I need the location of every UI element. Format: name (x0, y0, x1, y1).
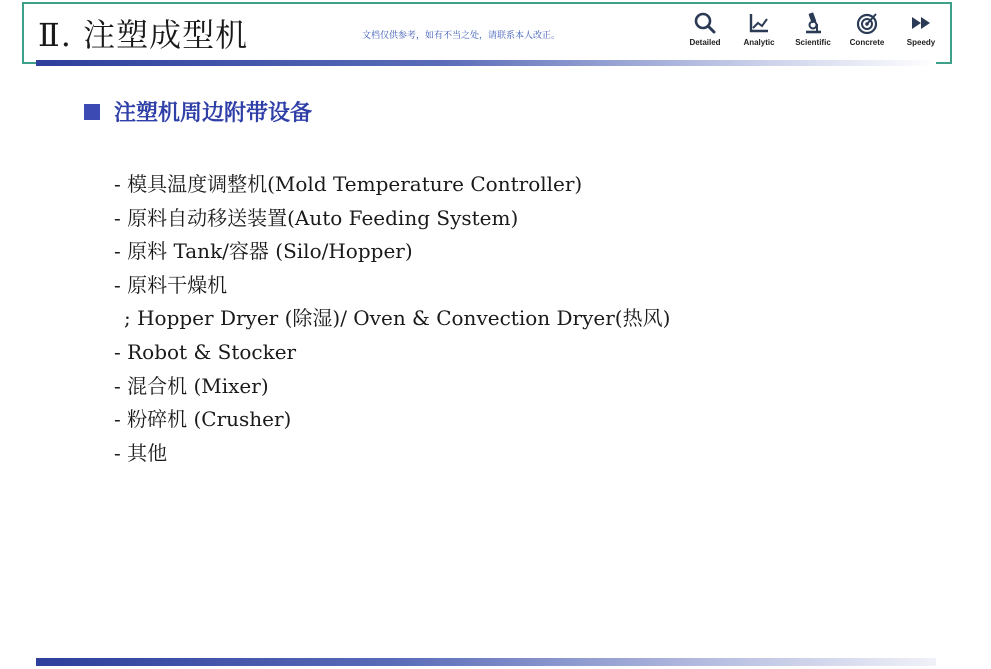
nav-label-scientific: Scientific (795, 38, 831, 47)
square-bullet-icon (84, 104, 100, 120)
slide-header (22, 2, 952, 64)
nav-scientific[interactable] (786, 10, 840, 47)
microscope-icon (800, 10, 826, 36)
magnifier-icon (692, 10, 718, 36)
line-chart-icon (746, 10, 772, 36)
nav-analytic[interactable] (732, 10, 786, 47)
list-item: - 原料干燥机 (114, 272, 228, 297)
chapter-title: Ⅱ. 注塑成型机 (38, 16, 249, 54)
list-item-continuation: ; Hopper Dryer (除湿)/ Oven & Convection Dryer(热风) (124, 306, 671, 331)
nav-concrete[interactable] (840, 10, 894, 47)
nav-detailed[interactable] (678, 10, 732, 47)
target-icon (854, 10, 880, 36)
list-item: - 粉碎机 (Crusher) (114, 407, 292, 432)
disclaimer-text: 文档仅供参考，如有不当之处，请联系本人改正。 (362, 31, 561, 41)
list-item: - 模具温度调整机(Mold Temperature Controller) (114, 172, 583, 196)
nav-speedy[interactable] (894, 10, 948, 47)
nav-label-concrete: Concrete (849, 38, 885, 47)
nav-label-analytic: Analytic (743, 38, 775, 47)
header-divider (36, 60, 936, 66)
list-item: - 其他 (114, 440, 168, 465)
list-item: - Robot & Stocker (114, 339, 297, 364)
equipment-list (114, 168, 670, 470)
nav-label-detailed: Detailed (689, 38, 721, 47)
footer-divider (36, 658, 936, 666)
list-item: - 原料 Tank/容器 (Silo/Hopper) (114, 239, 413, 264)
fast-forward-icon (908, 10, 934, 36)
nav-label-speedy: Speedy (906, 38, 936, 47)
nav-icon-bar (678, 10, 948, 47)
list-item: - 原料自动移送装置(Auto Feeding System) (114, 205, 519, 230)
list-item: - 混合机 (Mixer) (114, 373, 269, 398)
section-heading-text: 注塑机周边附带设备 (114, 101, 313, 126)
section-heading (84, 96, 312, 127)
